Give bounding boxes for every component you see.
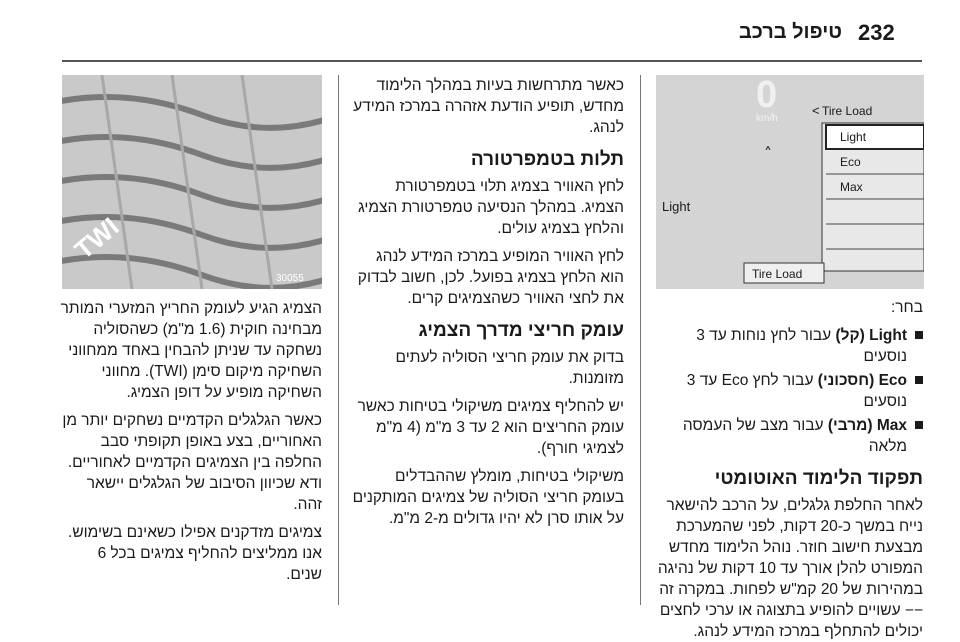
tread-svg [62,75,322,289]
page-number: 232 [858,20,895,45]
option-description: עבור לחץ נוחות עד 3 נוסעים [696,327,907,365]
option-description: עבור מצב של העמסה מלאה [682,417,907,455]
list-item [655,370,923,412]
bullet-square-icon [915,376,923,384]
tire-age-paragraph: צמיגים מזדקנים אפילו כשאינם בשימוש. אנו ממליצים להחליף צמיגים בכל 6 שנים. [68,524,322,583]
column-divider-right [640,75,641,605]
list-item [655,325,923,367]
tire-tread-illustration [62,75,322,289]
tread-depth-paragraph-2: יש להחליף צמיגים משיקולי בטיחות כאשר עומק החריצים הוא 2 עד 3 מ"מ (4 מ"מ לצמיגי חורף). [357,398,624,457]
section-heading-tread-depth: עומק חריצי מדרך הצמיג [418,320,624,341]
chevron-up-icon: ˄ [764,144,772,163]
section-heading-temperature: תלות בטמפרטורה [470,149,624,170]
display-bottom-label: Tire Load [752,267,803,281]
select-intro: בחר: [890,299,923,316]
auto-learn-body: לאחר החלפת גלגלים, על הרכב להישאר נייח במשך כ-20 דקות, לפני שהמערכת מבצעת חישוב חוזר. נוהל הלימוד מחדש המפורט להלן אורך עד 10 דקות של נהיגה במהירות של 20 קמ"ש לפחות. במקרה זה −− עשויים להופיע בתצוגה או ערכי לחצים יכולים להתחלף במרכז המידע לנהג. [657,497,923,640]
speed-unit: km/h [756,113,778,124]
option-max: Max [840,180,863,194]
tire-load-display-illustration [656,75,924,289]
twi-label: TWI [68,211,125,266]
relearn-warning-paragraph: כאשר מתרחשות בעיות במהלך הלימוד מחדש, תופיע הודעת אזהרה במרכז המידע לנהג. [353,77,624,136]
display-title: Tire Load [822,104,873,118]
rotation-paragraph: כאשר הגלגלים הקדמיים נשחקים יותר מן האחוריים, בצע באופן תקופתי סבב החלפה בין הצמיגים הקדמיים לאחוריים. ודא שכיוון הסיבוב של הגלגלים יישאר זהה. [62,412,322,513]
option-light: Light [840,130,867,144]
tire-load-options-list [655,325,923,457]
display-side-label: Light [662,199,691,214]
speed-digit: 0 [756,75,778,116]
temperature-paragraph-1: לחץ האוויר בצמיג תלוי בטמפרטורת הצמיג. במהלך הנסיעה טמפרטורת הצמיג והלחץ בצמיג עולים. [358,178,624,237]
bullet-square-icon [915,331,923,339]
option-name: Eco (חסכוני) [817,372,907,389]
section-heading-auto-learn: תפקוד הלימוד האוטומטי [714,468,923,489]
left-column [60,298,322,592]
chevron-left-icon: < [812,103,820,118]
running-title: טיפול ברכב [738,21,842,43]
list-item [655,415,923,457]
tread-depth-paragraph-1: בדוק את עומק חריצי הסוליה לעתים מזומנות. [395,349,624,387]
bullet-square-icon [915,421,923,429]
option-name: Light (קל) [835,327,907,344]
display-svg [656,75,924,289]
min-tread-paragraph: הצמיג הגיע לעומק החריץ המזערי המותר מבחינה חוקית (1.6 מ"מ) כשהסוליה נשחקה עד שניתן להבחין באחד ממחווני השחיקה מיקום סימן (TWI). מחווני השחיקה מופיע על דופן הצמיג. [60,300,322,401]
option-name: Max (מרבי) [827,417,907,434]
middle-column [352,75,624,536]
temperature-paragraph-2: לחץ האוויר המופיע במרכז המידע לנהג הוא הלחץ בצמיג בפועל. לכן, חשוב לבדוק את לחצי האוויר כשהצמיגים קרים. [357,248,624,307]
figure-id: 30055 [276,273,304,284]
option-eco: Eco [840,155,861,169]
option-description: עבור לחץ Eco עד 3 נוסעים [686,372,907,410]
page-header [0,0,960,62]
header-rule [62,60,922,62]
tread-depth-paragraph-3: משיקולי בטיחות, מומלץ שההבדלים בעומק חריצי הסוליה של צמיגים המותקנים על אותו סרן לא יהיו גדולים מ-2 מ"מ. [352,468,624,527]
column-divider-left [338,75,339,605]
right-column [655,297,923,642]
